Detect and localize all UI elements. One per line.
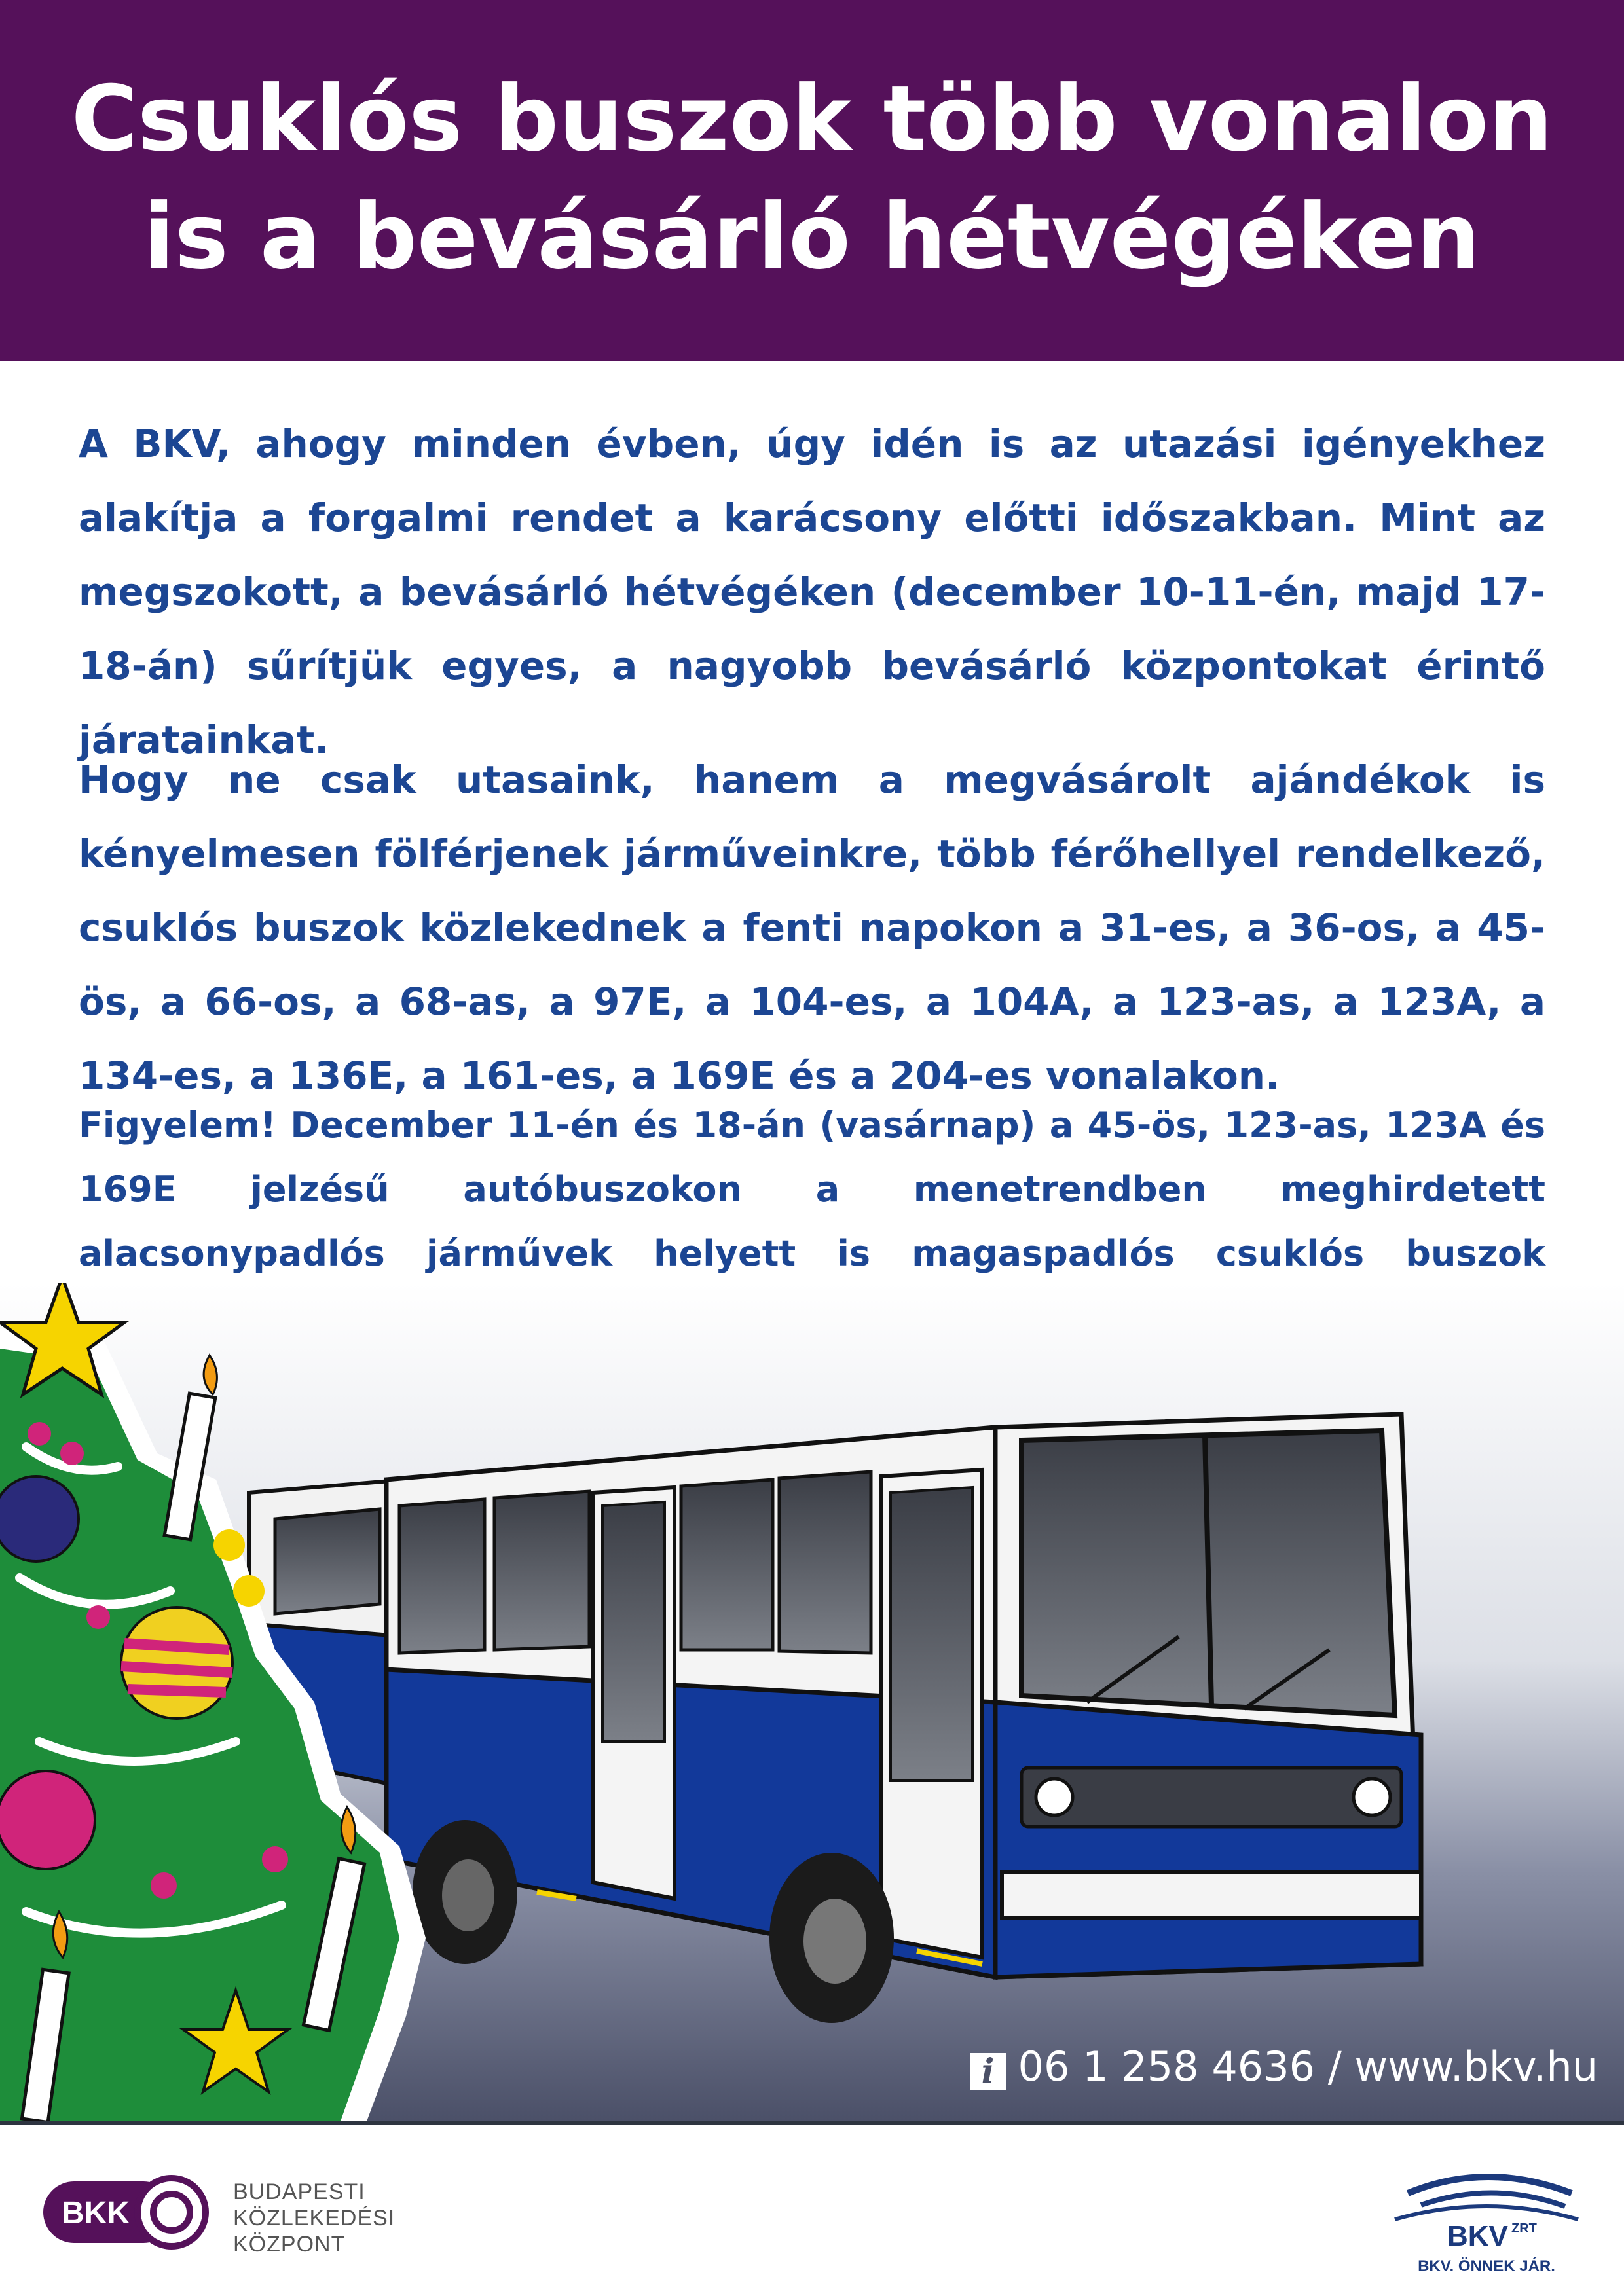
bkv-logo bbox=[1388, 2167, 1585, 2252]
intro-paragraph: A BKV, ahogy minden évben, úgy idén is az utazási igényekhez alakítja a forgalmi rendet a karácsony előtti időszakban. Mint az megszokott, a bevásárló hétvégéken (december 10-11-én, majd 17-18-án) sűrítjük egyes, a nagyobb bevásárló központokat érintő járatainkat. bbox=[79, 422, 1545, 762]
page-title bbox=[0, 60, 1624, 296]
bkk-name-line-3: KÖZPONT bbox=[233, 2232, 346, 2257]
bus-front bbox=[995, 1414, 1421, 1977]
bkk-logo-text: BKK bbox=[62, 2196, 130, 2231]
title-banner bbox=[0, 0, 1624, 361]
bkk-name-line-2: KÖZLEKEDÉSI bbox=[233, 2206, 396, 2231]
routes-paragraph: Hogy ne csak utasaink, hanem a megvásárolt ajándékok is kényelmesen fölférjenek járműveinkre, több férőhellyel rendelkező, csuklós buszok közlekednek a fenti napokon a 31-es, a 36-os, a 45-ös, a 66-os, a 68-as, a 97E, a 104-es, a 104A, a 123-as, a 123A, a 134-es, a 136E, a 161-es, a 169E és a 204-es vonalakon. bbox=[79, 757, 1545, 1098]
title-line-2: is a bevásárló hétvégéken bbox=[143, 184, 1481, 289]
contact-text: 06 1 258 4636 / www.bkv.hu bbox=[1018, 2043, 1598, 2090]
contact-info bbox=[904, 2043, 1598, 2090]
title-line-1: Csuklós buszok több vonalon bbox=[71, 66, 1553, 172]
bkv-logo-suffix: ZRT bbox=[1511, 2221, 1537, 2236]
bus-illustration bbox=[0, 1283, 1624, 2121]
bkv-logo-text: BKV bbox=[1447, 2220, 1508, 2252]
info-icon: i bbox=[970, 2053, 1006, 2090]
bkk-name-line-1: BUDAPESTI bbox=[233, 2179, 365, 2204]
bkk-logo bbox=[41, 2174, 211, 2251]
bkk-name bbox=[233, 2179, 395, 2257]
footer-divider bbox=[0, 2121, 1624, 2125]
notice-paragraph: Figyelem! December 11-én és 18-án (vasárnap) a 45-ös, 123-as, 123A és 169E jelzésű autóbuszokon a menetrendben meghirdetett alacsonypadlós járművek helyett is magaspadlós csuklós buszok bbox=[79, 1104, 1545, 1274]
bkv-slogan: BKV. ÖNNEK JÁR. bbox=[1418, 2257, 1555, 2275]
